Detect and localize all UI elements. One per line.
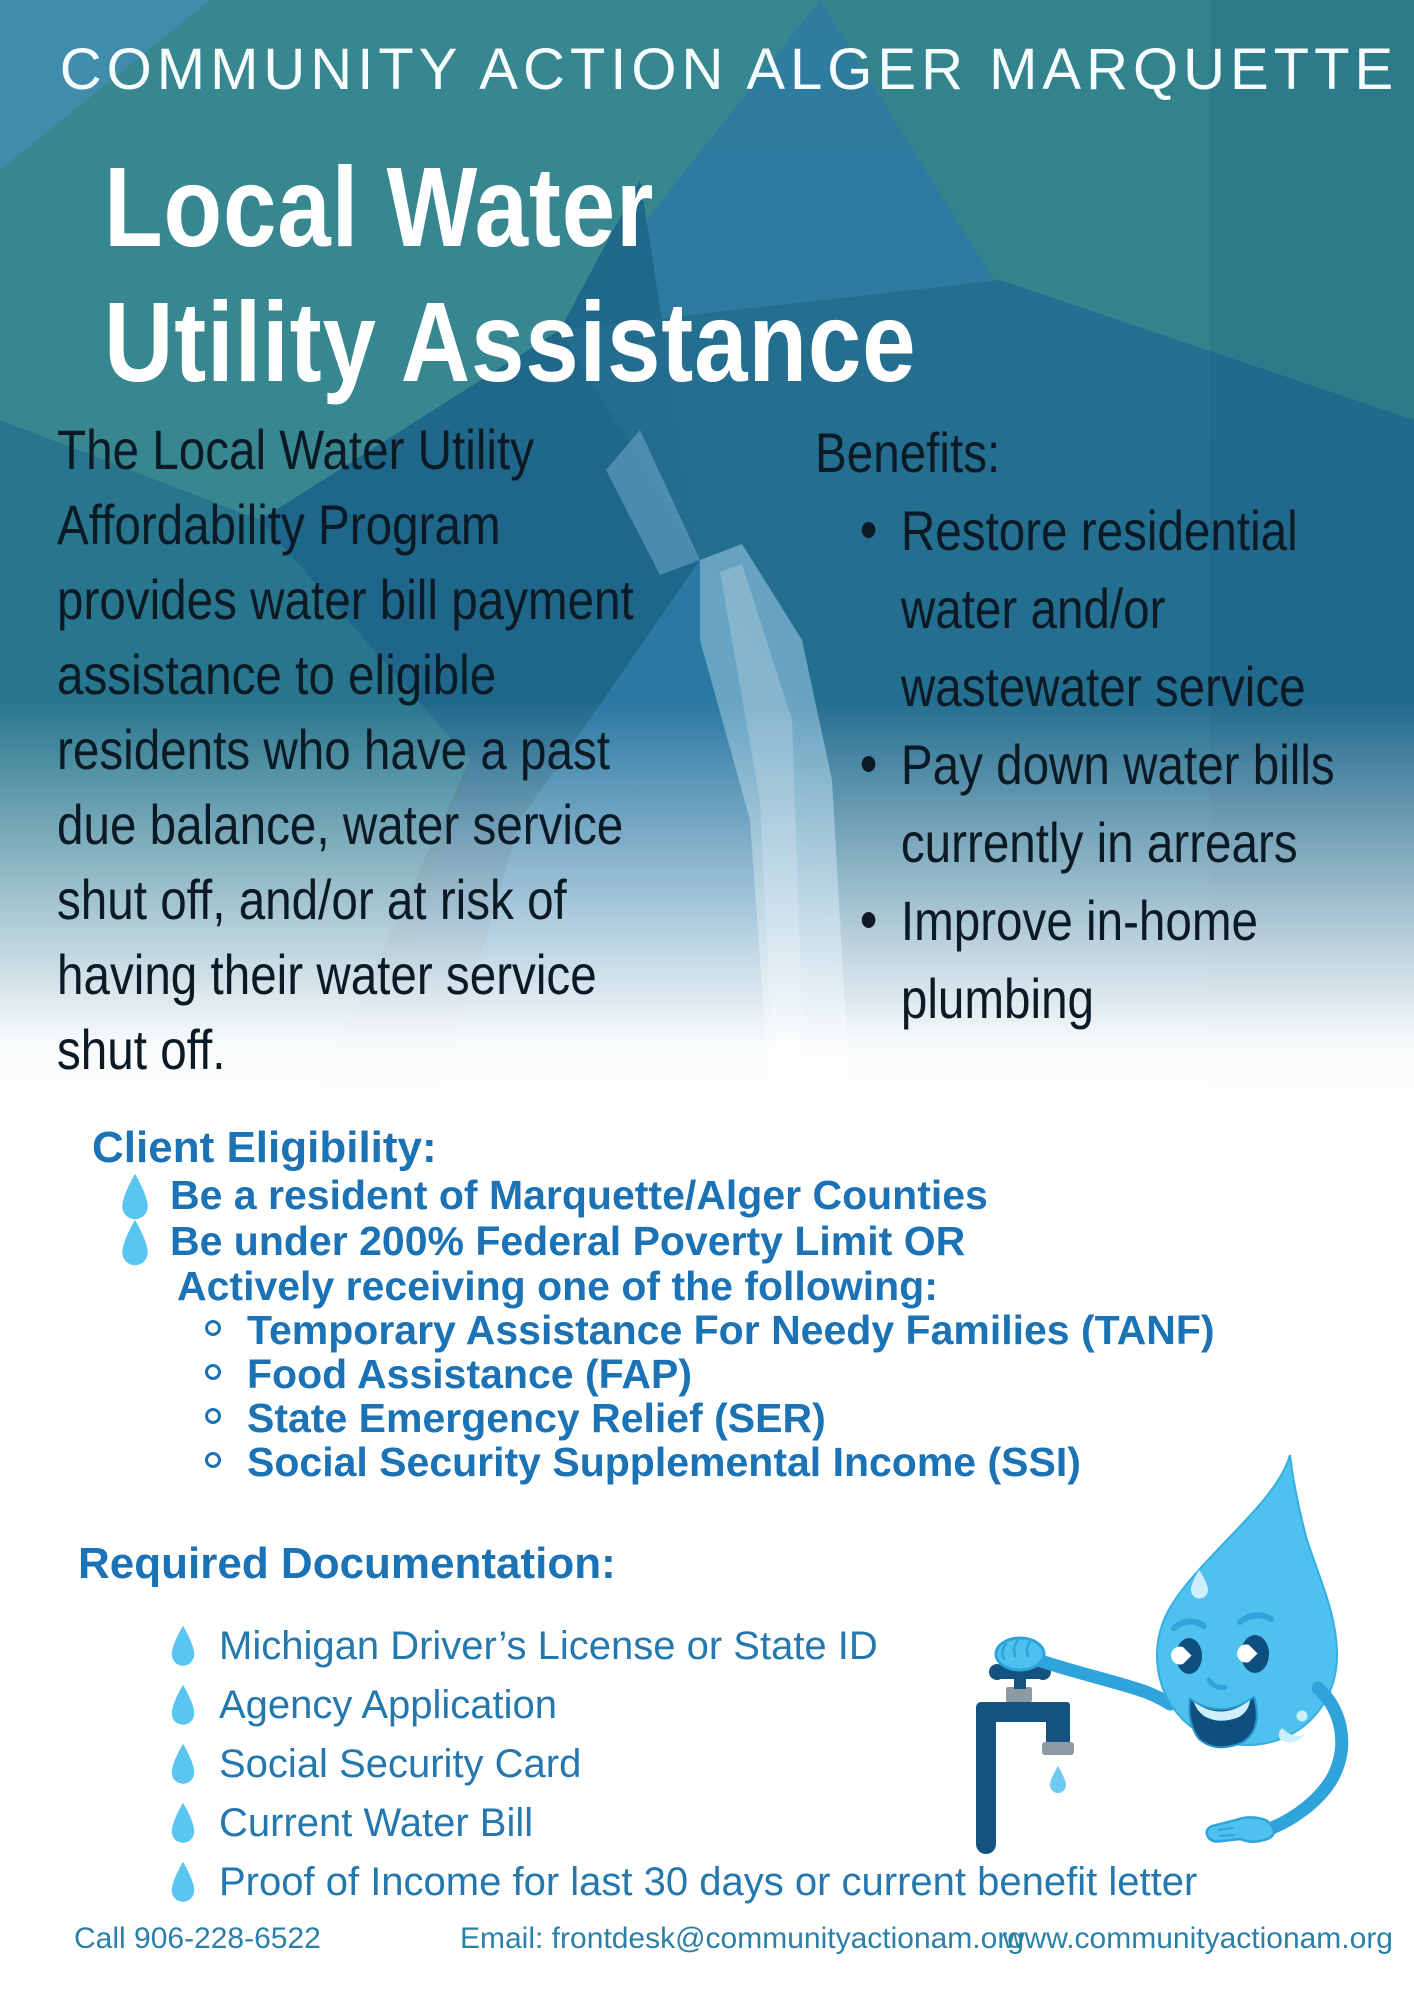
- documentation-heading: Required Documentation:: [78, 1539, 616, 1588]
- benefit-line: water and/or: [900, 577, 1166, 640]
- list-item: [92, 1352, 1215, 1396]
- description-line: residents who have a past: [57, 718, 611, 781]
- footer-contact-bar: [0, 1922, 1414, 1962]
- document-item: Proof of Income for last 30 days or current benefit letter: [219, 1860, 1198, 1904]
- description-line: The Local Water Utility: [57, 418, 535, 481]
- list-item: [92, 1308, 1215, 1352]
- title-line-1: Local Water: [104, 144, 655, 270]
- document-item: Current Water Bill: [219, 1801, 534, 1845]
- phone-number: Call 906-228-6522: [74, 1922, 321, 1955]
- water-drop-icon: [168, 1624, 198, 1670]
- circle-bullet-icon: [205, 1364, 221, 1380]
- description-line: shut off.: [57, 1018, 226, 1081]
- title-line-2: Utility Assistance: [104, 279, 917, 405]
- bullet-dot-icon: [862, 522, 876, 538]
- program-item: Social Security Supplemental Income (SSI): [247, 1439, 1081, 1485]
- bullet-dot-icon: [862, 912, 876, 928]
- water-drop-icon: [168, 1801, 198, 1847]
- water-drop-icon: [118, 1218, 152, 1270]
- eligibility-item: Be a resident of Marquette/Alger Counties: [170, 1172, 988, 1218]
- benefit-line: Restore residential: [900, 499, 1298, 562]
- bullet-dot-icon: [862, 756, 876, 772]
- website-url: www.communityactionam.org: [1002, 1922, 1393, 1955]
- description-line: due balance, water service: [57, 793, 624, 856]
- description-line: provides water bill payment: [57, 568, 634, 631]
- water-drop-icon: [118, 1172, 152, 1224]
- faucet-icon: [976, 1664, 1074, 1854]
- list-item: [815, 492, 1335, 726]
- benefit-line: Pay down water bills: [900, 733, 1335, 796]
- description-line: assistance to eligible: [57, 643, 497, 706]
- benefit-line: currently in arrears: [900, 811, 1298, 874]
- circle-bullet-icon: [205, 1320, 221, 1336]
- benefits-section: [815, 414, 1335, 1038]
- document-item: Agency Application: [219, 1683, 558, 1727]
- benefits-heading: Benefits:: [815, 421, 1001, 484]
- benefit-line: wastewater service: [900, 655, 1306, 718]
- list-item: [92, 1218, 1215, 1264]
- organization-name: COMMUNITY ACTION ALGER MARQUETTE: [59, 37, 1399, 102]
- document-item: Michigan Driver’s License or State ID: [219, 1624, 878, 1668]
- circle-bullet-icon: [205, 1408, 221, 1424]
- circle-bullet-icon: [205, 1452, 221, 1468]
- description-line: Affordability Program: [57, 493, 501, 556]
- water-drop-icon: [168, 1860, 198, 1906]
- program-item: Food Assistance (FAP): [247, 1351, 692, 1397]
- water-drop-icon: [168, 1683, 198, 1729]
- description-line: having their water service: [57, 943, 597, 1006]
- water-drop-icon: [168, 1742, 198, 1788]
- description-line: shut off, and/or at risk of: [57, 868, 567, 931]
- water-drop-mascot: [950, 1430, 1414, 1930]
- list-item: [815, 882, 1335, 1038]
- benefit-line: plumbing: [900, 967, 1095, 1030]
- program-description: [57, 412, 634, 1087]
- page-title: [104, 140, 916, 410]
- list-item: [815, 726, 1335, 882]
- list-item: [92, 1172, 1215, 1218]
- benefit-line: Improve in-home: [900, 889, 1258, 952]
- email-address: Email: frontdesk@communityactionam.org: [460, 1922, 1024, 1955]
- eligibility-heading: Client Eligibility:: [92, 1123, 437, 1172]
- program-item: State Emergency Relief (SER): [247, 1395, 826, 1441]
- eligibility-item: Be under 200% Federal Poverty Limit OR: [170, 1218, 966, 1264]
- program-item: Temporary Assistance For Needy Families (TANF): [247, 1307, 1215, 1353]
- document-item: Social Security Card: [219, 1742, 582, 1786]
- eligibility-continuation: Actively receiving one of the following:: [177, 1263, 938, 1309]
